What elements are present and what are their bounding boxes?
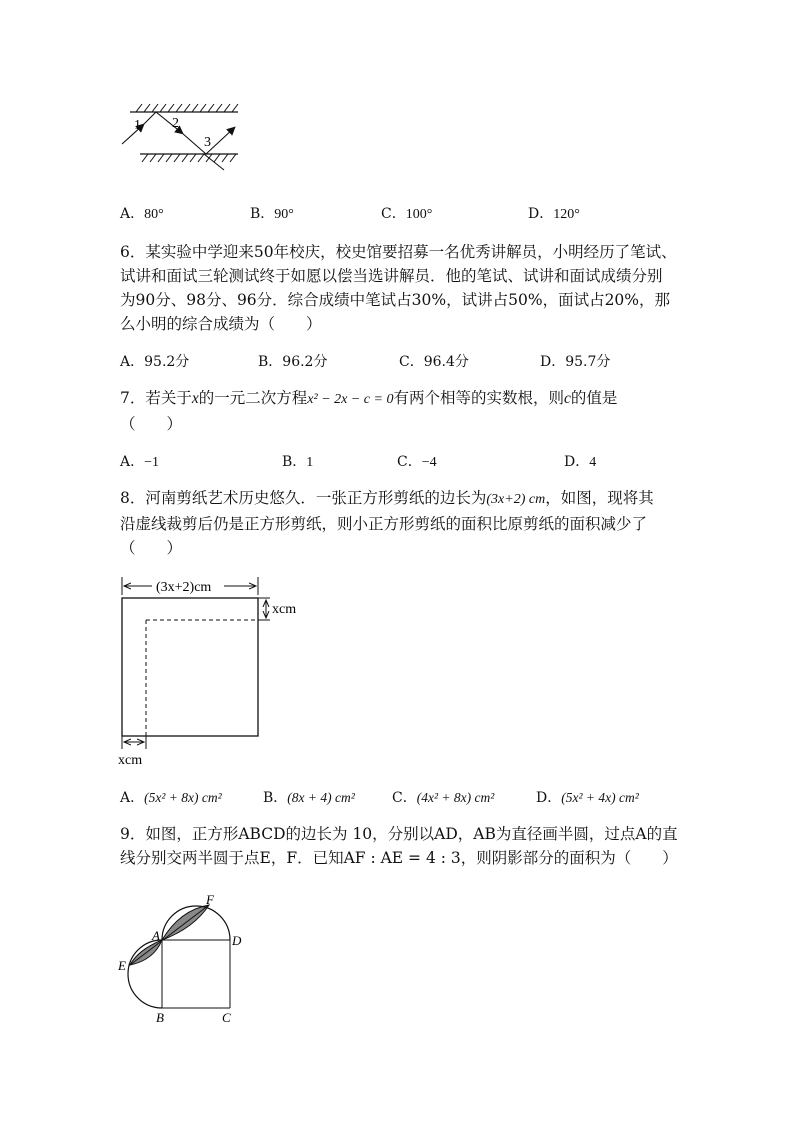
q6-line: 为90分、98分、96分．综合成绩中笔试占30%，试讲占50%，面试占20%，那 bbox=[120, 291, 671, 309]
option-letter: C． bbox=[397, 454, 422, 470]
semicircle-square-figure bbox=[112, 890, 262, 1025]
option-text: 95.2分 bbox=[144, 354, 190, 370]
q8-option-c[interactable] bbox=[392, 787, 494, 807]
mirror-reflection-figure bbox=[118, 100, 248, 175]
point-b-label: B bbox=[156, 1010, 164, 1025]
q5-option-b[interactable] bbox=[250, 203, 294, 223]
equation: x² − 2x − c = 0 bbox=[307, 392, 394, 407]
option-letter: C． bbox=[392, 790, 417, 806]
option-letter: C． bbox=[381, 206, 406, 222]
q8-option-a[interactable] bbox=[120, 787, 222, 807]
point-a-label: A bbox=[152, 928, 160, 943]
option-letter: D． bbox=[564, 454, 590, 470]
option-letter: A． bbox=[120, 790, 145, 806]
option-letter: B． bbox=[263, 790, 288, 806]
q6-line: 么小明的综合成绩为（ ） bbox=[120, 315, 322, 333]
q7-line-2: （ ） bbox=[120, 415, 183, 433]
point-d-label: D bbox=[232, 933, 242, 948]
option-text: 95.7分 bbox=[565, 354, 611, 370]
q7-option-d[interactable] bbox=[564, 451, 596, 471]
q5-option-d[interactable] bbox=[528, 203, 580, 223]
point-f-label: F bbox=[206, 892, 214, 907]
q6-line: 试讲和面试三轮测试终于如愿以偿当选讲解员．他的笔试、试讲和面试成绩分别 bbox=[120, 267, 663, 285]
question-7 bbox=[120, 386, 680, 436]
q5-option-c[interactable] bbox=[381, 203, 432, 223]
bottom-dimension-label: xcm bbox=[118, 753, 143, 768]
option-text: −4 bbox=[421, 455, 437, 470]
option-letter: D． bbox=[528, 206, 554, 222]
q5-option-a[interactable] bbox=[120, 203, 164, 223]
question-6 bbox=[120, 240, 680, 336]
option-letter: C． bbox=[399, 354, 424, 370]
option-text: (5x² + 8x) cm² bbox=[144, 790, 222, 805]
option-text: 120° bbox=[553, 207, 580, 222]
q9-line-2: 线分别交两半圆于点E，F．已知AF : AE = 4 : 3，则阴影部分的面积为（ ） bbox=[120, 849, 678, 867]
option-letter: A． bbox=[120, 454, 145, 470]
option-letter: B． bbox=[258, 354, 283, 370]
option-letter: B． bbox=[282, 454, 307, 470]
paper-cut-square-figure bbox=[112, 575, 312, 770]
variable-x: x bbox=[191, 390, 199, 407]
option-text: 1 bbox=[306, 455, 314, 470]
option-letter: B． bbox=[250, 206, 275, 222]
angle-1-label: 1 bbox=[134, 118, 141, 133]
option-text: (4x² + 8x) cm² bbox=[416, 790, 495, 805]
q7-option-b[interactable] bbox=[282, 451, 313, 471]
option-text: 4 bbox=[589, 455, 597, 470]
q6-option-d[interactable] bbox=[540, 351, 610, 371]
option-text: (5x² + 4x) cm² bbox=[561, 790, 639, 805]
q8-line-1: 8．河南剪纸艺术历史悠久．一张正方形剪纸的边长为(3x+2) cm，如图，现将其 bbox=[120, 489, 654, 507]
q8-option-b[interactable] bbox=[263, 787, 355, 807]
variable-c: c bbox=[563, 390, 571, 407]
question-8 bbox=[120, 486, 680, 560]
option-text: 96.4分 bbox=[423, 354, 469, 370]
option-letter: D． bbox=[536, 790, 562, 806]
right-dimension-label: xcm bbox=[272, 602, 297, 617]
option-text: 90° bbox=[274, 207, 294, 222]
q7-line-1: 7．若关于x的一元二次方程x² − 2x − c = 0有两个相等的实数根，则c的值是 bbox=[120, 389, 618, 407]
side-expression: (3x+2) cm bbox=[486, 492, 546, 507]
point-e-label: E bbox=[118, 958, 126, 973]
angle-2-label: 2 bbox=[172, 116, 179, 131]
q6-option-a[interactable] bbox=[120, 351, 189, 371]
angle-3-label: 3 bbox=[204, 135, 211, 150]
q7-option-a[interactable] bbox=[120, 451, 159, 471]
option-text: (8x + 4) cm² bbox=[287, 790, 355, 805]
option-text: 96.2分 bbox=[282, 354, 328, 370]
q7-option-c[interactable] bbox=[397, 451, 437, 471]
q8-option-d[interactable] bbox=[536, 787, 639, 807]
q6-option-b[interactable] bbox=[258, 351, 327, 371]
top-dimension-label: (3x+2)cm bbox=[156, 580, 212, 595]
q8-line-2: 沿虚线裁剪后仍是正方形剪纸，则小正方形剪纸的面积比原剪纸的面积减少了 bbox=[120, 515, 648, 533]
option-letter: A． bbox=[120, 354, 145, 370]
q6-line: 6．某实验中学迎来50年校庆，校史馆要招募一名优秀讲解员，小明经历了笔试、 bbox=[120, 243, 677, 261]
question-9 bbox=[120, 822, 680, 870]
option-letter: D． bbox=[540, 354, 566, 370]
q8-line-3: （ ） bbox=[120, 539, 183, 557]
q6-option-c[interactable] bbox=[399, 351, 469, 371]
q9-line-1: 9．如图，正方形ABCD的边长为 10，分别以AD，AB为直径画半圆，过点A的直 bbox=[120, 825, 678, 843]
point-c-label: C bbox=[222, 1010, 231, 1025]
option-text: 100° bbox=[405, 207, 433, 222]
option-letter: A． bbox=[120, 206, 145, 222]
option-text: 80° bbox=[144, 207, 164, 222]
option-text: −1 bbox=[144, 455, 160, 470]
